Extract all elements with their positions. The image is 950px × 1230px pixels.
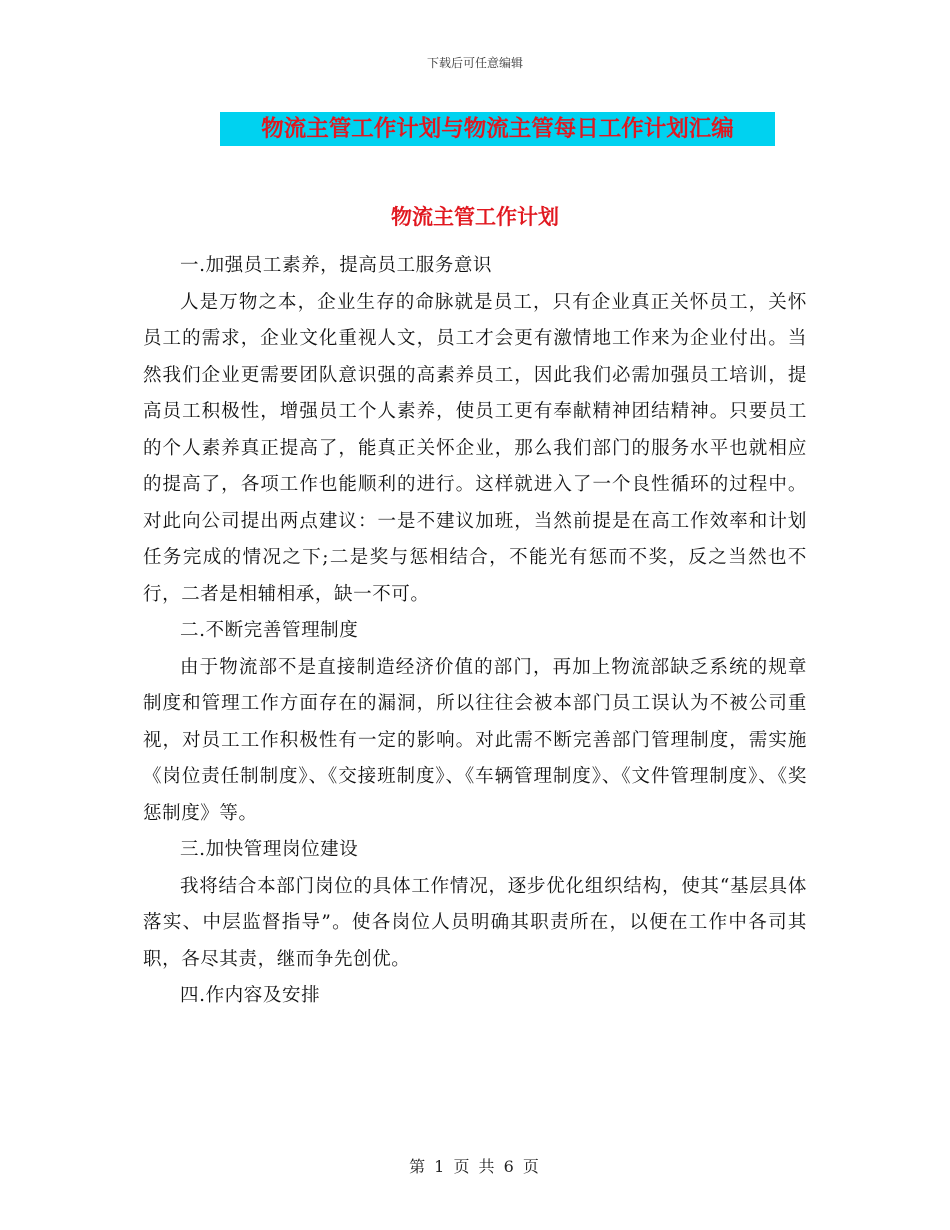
paragraph-2: 由于物流部不是直接制造经济价值的部门，再加上物流部缺乏系统的规章制度和管理工作方面存在的漏洞，所以往往会被本部门员工误认为不被公司重视，对员工工作积极性有一定的影响。对此需不断完善部门管理制度，需实施《岗位责任制制度》、《交接班制度》、《车辆管理制度》、《文件管理制度》、《奖惩制度》等。 (143, 656, 807, 824)
section-title: 物流主管工作计划 (391, 205, 559, 229)
document-body (143, 248, 807, 1015)
document-title: 物流主管工作计划与物流主管每日工作计划汇编 (261, 116, 734, 142)
header-note: 下载后可任意编辑 (426, 56, 523, 70)
heading-2: 二.不断完善管理制度 (180, 620, 359, 641)
heading-1: 一.加强员工素养，提高员工服务意识 (180, 255, 493, 276)
paragraph-3: 我将结合本部门岗位的具体工作情况，逐步优化组织结构，使其“基层具体落实、中层监督指导”。使各岗位人员明确其职责所在，以便在工作中各司其职，各尽其责，继而争先创优。 (143, 875, 807, 970)
paragraph-1: 人是万物之本，企业生存的命脉就是员工，只有企业真正关怀员工，关怀员工的需求，企业文化重视人文，员工才会更有激情地工作来为企业付出。当然我们企业更需要团队意识强的高素养员工，因此我们必需加强员工培训，提高员工积极性，增强员工个人素养，使员工更有奉献精神团结精神。只要员工的个人素养真正提高了，能真正关怀企业，那么我们部门的服务水平也就相应的提高了，各项工作也能顺利的进行。这样就进入了一个良性循环的过程中。对此向公司提出两点建议：一是不建议加班，当然前提是在高工作效率和计划任务完成的情况之下;二是奖与惩相结合，不能光有惩而不奖，反之当然也不行，二者是相辅相承，缺一不可。 (143, 291, 807, 605)
page-footer: 第 1 页 共 6 页 (409, 1157, 541, 1176)
main-title-highlight (220, 112, 775, 146)
heading-3: 三.加快管理岗位建设 (180, 839, 359, 860)
heading-4: 四.作内容及安排 (180, 985, 321, 1006)
